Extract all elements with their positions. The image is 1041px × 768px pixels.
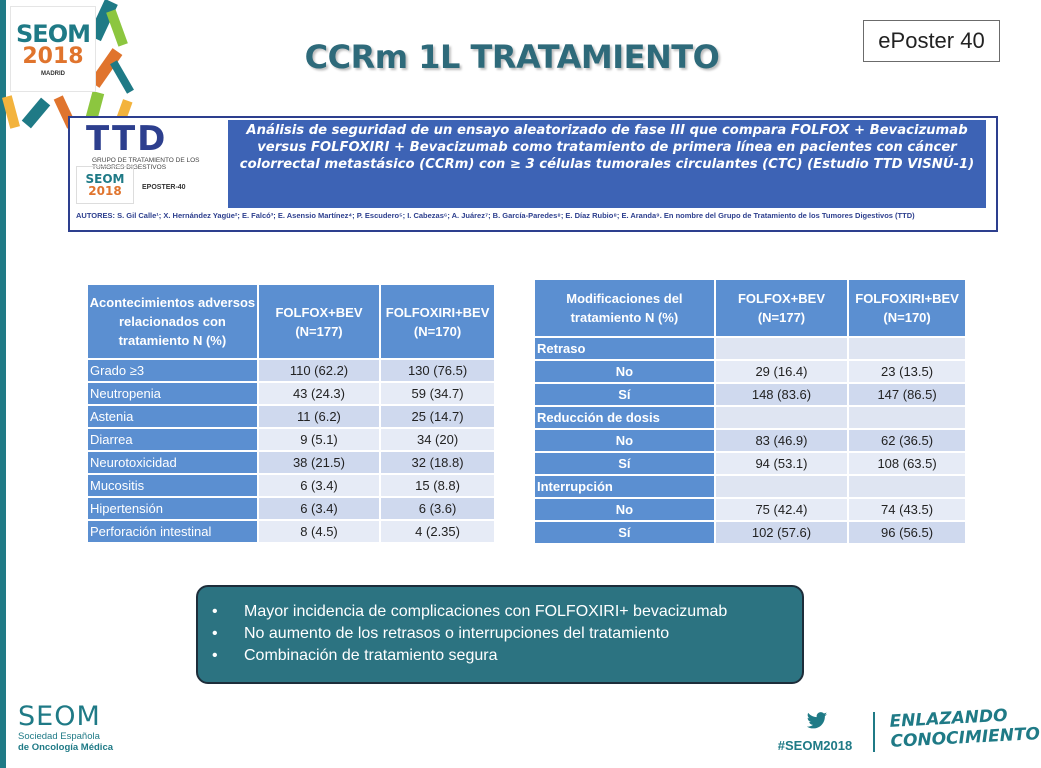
table-row: [87, 497, 495, 520]
footer-brand: SEOM: [18, 701, 101, 732]
banner-logo-year: 2018: [88, 184, 122, 198]
footer-subtitle-2: de Oncología Médica: [18, 742, 114, 753]
empty-cell: [715, 475, 848, 498]
column-header: FOLFOXIRI+BEV (N=170): [380, 284, 495, 359]
table-section-row: [534, 337, 966, 360]
row-label: Sí: [534, 452, 715, 475]
table-row: [87, 405, 495, 428]
row-label: Perforación intestinal: [87, 520, 258, 543]
column-header: Acontecimientos adversos relacionados con tratamiento N (%): [87, 284, 258, 359]
table-row: [87, 520, 495, 543]
table-row: [87, 451, 495, 474]
column-header: FOLFOXIRI+BEV (N=170): [848, 279, 966, 337]
cell-value: 11 (6.2): [258, 405, 380, 428]
table-section-row: [534, 406, 966, 429]
table-row: [87, 359, 495, 382]
footer-subtitle-1: Sociedad Española: [18, 731, 100, 742]
cell-value: 94 (53.1): [715, 452, 848, 475]
twitter-bird-icon: [806, 711, 828, 731]
banner-seom-logo: [76, 166, 134, 204]
study-banner: [68, 116, 998, 232]
summary-text: No aumento de los retrasos o interrupciones del tratamiento: [244, 625, 670, 642]
cell-value: 96 (56.5): [848, 521, 966, 544]
summary-box: [196, 585, 804, 684]
section-label: Reducción de dosis: [534, 406, 715, 429]
cell-value: 8 (4.5): [258, 520, 380, 543]
list-item: [212, 623, 802, 645]
row-label: Sí: [534, 383, 715, 406]
table-row: [87, 474, 495, 497]
tagline-line-1: ENLAZANDO: [889, 705, 1009, 732]
logo-brand: SEOM: [16, 19, 90, 48]
cell-value: 34 (20): [380, 428, 495, 451]
table-header-row: [87, 284, 495, 359]
study-headline: Análisis de seguridad de un ensayo aleatorizado de fase III que compara FOLFOX + Bevacizumab versus FOLFOXIRI + Bevacizumab como tratamiento de primera línea en pacientes con cáncer colorrectal metastásico (CCRm) con ≥ 3 células tumorales circulantes (CTC) (Estudio TTD VISNÚ-1): [228, 120, 986, 208]
cell-value: 6 (3.6): [380, 497, 495, 520]
ttd-logo: TTD: [86, 119, 168, 159]
cell-value: 6 (3.4): [258, 497, 380, 520]
tagline-logo: [889, 704, 1040, 752]
logo-city: MADRID: [41, 70, 65, 77]
cell-value: 23 (13.5): [848, 360, 966, 383]
column-header: FOLFOX+BEV (N=177): [715, 279, 848, 337]
summary-text: Mayor incidencia de complicaciones con FOLFOXIRI+ bevacizumab: [244, 603, 728, 620]
row-label: Neurotoxicidad: [87, 451, 258, 474]
cell-value: 148 (83.6): [715, 383, 848, 406]
row-label: Sí: [534, 521, 715, 544]
row-label: No: [534, 360, 715, 383]
table-row: [87, 428, 495, 451]
summary-list: [212, 601, 802, 667]
row-label: Neutropenia: [87, 382, 258, 405]
cell-value: 38 (21.5): [258, 451, 380, 474]
cell-value: 9 (5.1): [258, 428, 380, 451]
treatment-modifications-table: [533, 278, 967, 545]
cell-value: 4 (2.35): [380, 520, 495, 543]
banner-eposter-tag: EPOSTER-40: [142, 184, 186, 191]
cell-value: 25 (14.7): [380, 405, 495, 428]
cell-value: 74 (43.5): [848, 498, 966, 521]
row-label: No: [534, 498, 715, 521]
cell-value: 108 (63.5): [848, 452, 966, 475]
cell-value: 59 (34.7): [380, 382, 495, 405]
row-label: No: [534, 429, 715, 452]
row-label: Astenia: [87, 405, 258, 428]
table-header-row: [534, 279, 966, 337]
cell-value: 32 (18.8): [380, 451, 495, 474]
table-row: [534, 429, 966, 452]
cell-value: 15 (8.8): [380, 474, 495, 497]
table-row: [534, 498, 966, 521]
cell-value: 29 (16.4): [715, 360, 848, 383]
banner-logo-brand: SEOM: [85, 172, 125, 186]
seom-footer-logo: [18, 703, 113, 753]
footer-divider: [873, 712, 875, 752]
cell-value: 6 (3.4): [258, 474, 380, 497]
empty-cell: [715, 406, 848, 429]
column-header: FOLFOX+BEV (N=177): [258, 284, 380, 359]
adverse-events-table: [86, 283, 496, 544]
study-authors: AUTORES: S. Gil Calle¹; X. Hernández Yagüe²; E. Falcó³; E. Asensio Martínez⁴; P. Escudero⁵; I. Cabezas⁶; A. Juárez⁷; B. García-Paredes⁸; E. Díaz Rubio⁸; E. Aranda⁹. En nombre del Grupo de Tratamiento de los Tumores Digestivos (TTD): [76, 211, 915, 220]
eposter-badge: ePoster 40: [863, 20, 1000, 62]
table-row: [87, 382, 495, 405]
bullet: •: [212, 603, 218, 620]
empty-cell: [715, 337, 848, 360]
cell-value: 75 (42.4): [715, 498, 848, 521]
cell-value: 147 (86.5): [848, 383, 966, 406]
cell-value: 110 (62.2): [258, 359, 380, 382]
table-row: [534, 360, 966, 383]
summary-text: Combinación de tratamiento segura: [244, 647, 498, 664]
tagline-line-2: CONOCIMIENTO: [890, 724, 1041, 752]
row-label: Hipertensión: [87, 497, 258, 520]
section-label: Interrupción: [534, 475, 715, 498]
empty-cell: [848, 337, 966, 360]
hashtag-label: #SEOM2018: [777, 738, 853, 753]
table-row: [534, 383, 966, 406]
row-label: Mucositis: [87, 474, 258, 497]
table-row: [534, 452, 966, 475]
cell-value: 102 (57.6): [715, 521, 848, 544]
column-header: Modificaciones del tratamiento N (%): [534, 279, 715, 337]
row-label: Diarrea: [87, 428, 258, 451]
cell-value: 83 (46.9): [715, 429, 848, 452]
section-label: Retraso: [534, 337, 715, 360]
cell-value: 62 (36.5): [848, 429, 966, 452]
cell-value: 130 (76.5): [380, 359, 495, 382]
list-item: [212, 601, 802, 623]
row-label: Grado ≥3: [87, 359, 258, 382]
list-item: [212, 645, 802, 667]
logo-year: 2018: [22, 43, 84, 69]
bullet: •: [212, 625, 218, 642]
ttd-group-name: GRUPO DE TRATAMIENTO DE LOS TUMORES DIGESTIVOS: [92, 157, 200, 171]
empty-cell: [848, 475, 966, 498]
bullet: •: [212, 647, 218, 664]
table-section-row: [534, 475, 966, 498]
page-title: CCRm 1L TRATAMIENTO: [304, 38, 720, 76]
cell-value: 43 (24.3): [258, 382, 380, 405]
empty-cell: [848, 406, 966, 429]
table-row: [534, 521, 966, 544]
